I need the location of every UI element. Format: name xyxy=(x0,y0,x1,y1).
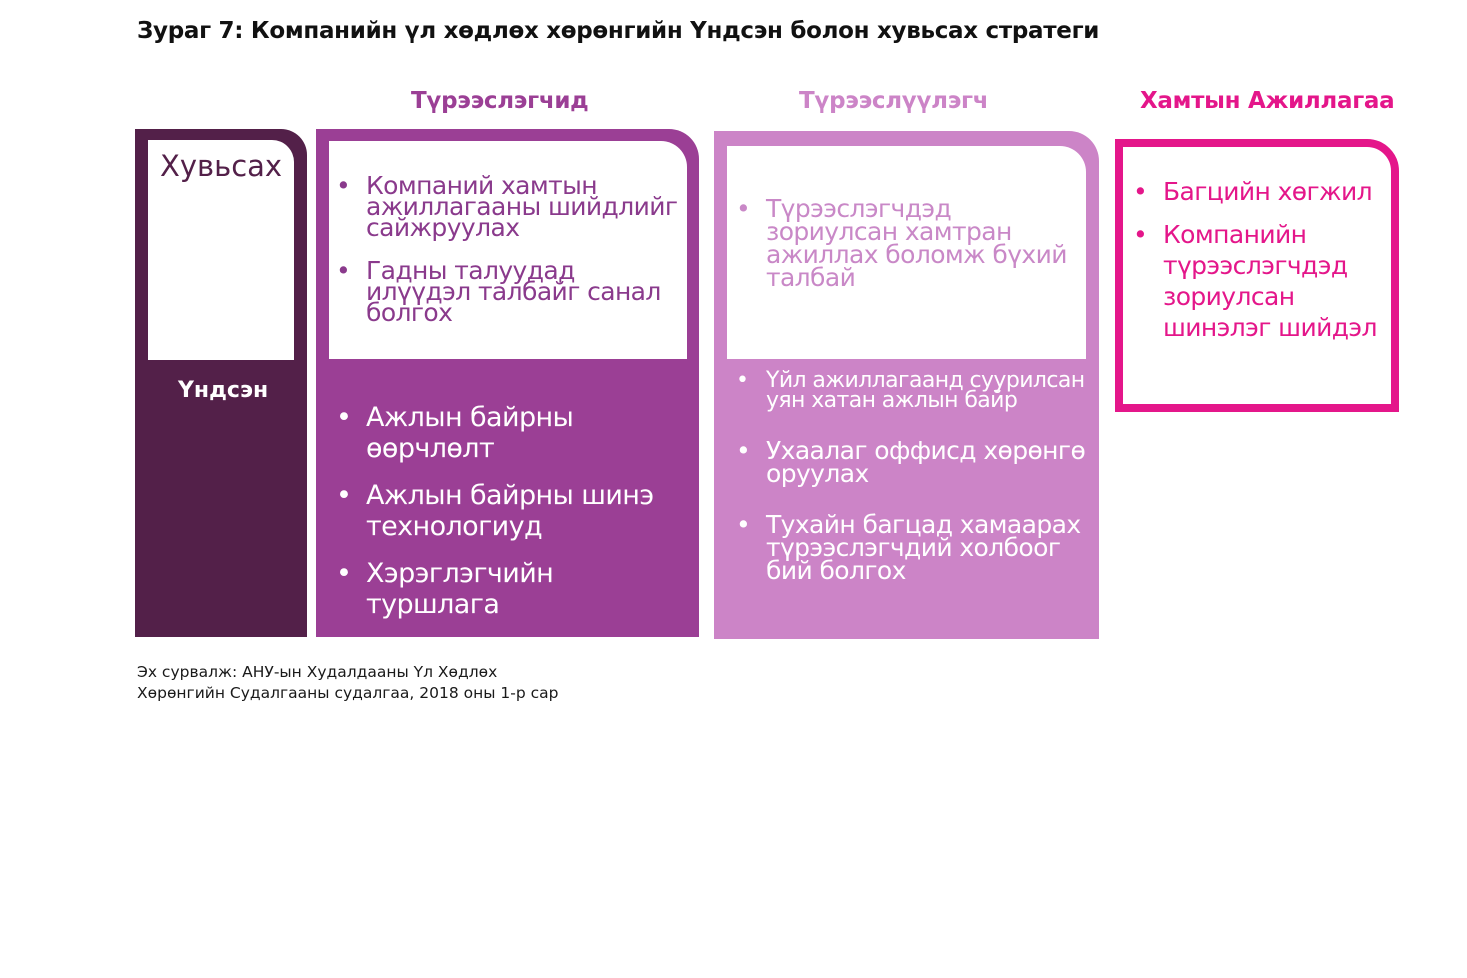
list-item: • Хэрэглэгчийн туршлага xyxy=(336,558,554,620)
bullet-icon: • xyxy=(736,194,751,223)
header-landlord: Түрээслүүлэгч xyxy=(799,88,989,114)
bullet-icon: • xyxy=(336,402,352,433)
landlord-variable-list xyxy=(736,194,1081,292)
list-item: • Ажлын байрны өөрчлөлт xyxy=(336,402,574,464)
list-item: • Үйл ажиллагаанд суурилсан уян хатан ажлын байр xyxy=(736,368,1085,413)
source-note xyxy=(137,662,559,704)
source-line-1: Эх сурвалж: АНУ-ын Худалдааны Үл Хөдлөх xyxy=(137,663,498,681)
source-line-2: Хөрөнгийн Судалгааны судалгаа, 2018 оны 1-р сар xyxy=(137,684,559,702)
header-collaboration: Хамтын Ажиллагаа xyxy=(1140,88,1395,114)
bullet-icon: • xyxy=(336,256,351,285)
list-item: • Ухаалаг оффисд хөрөнгө оруулах xyxy=(736,436,1086,488)
label-variable: Хувьсах xyxy=(160,149,283,183)
label-core: Үндсэн xyxy=(178,378,269,403)
tenants-core-list xyxy=(336,402,686,636)
bullet-icon: • xyxy=(736,436,751,465)
bullet-icon: • xyxy=(336,171,351,200)
list-item: • Түрээслэгчдэд зориулсан хамтран ажиллах боломж бүхий талбай xyxy=(736,194,1067,292)
list-item: • Гадны талуудад илүүдэл талбайг санал болгох xyxy=(336,256,661,327)
list-item: • Багцийн хөгжил xyxy=(1133,177,1372,206)
bullet-icon: • xyxy=(736,368,749,393)
list-item: • Компаний хамтын ажиллагааны шийдлийг сайжруулах xyxy=(336,171,678,242)
bullet-icon: • xyxy=(336,480,352,511)
figure-title: Зураг 7: Компанийн үл хөдлөх хөрөнгийн Үндсэн болон хувьсах стратеги xyxy=(137,18,1100,44)
bullet-icon: • xyxy=(1133,220,1148,249)
bullet-icon: • xyxy=(336,558,352,589)
collaboration-list xyxy=(1133,176,1383,355)
tenants-variable-list xyxy=(336,171,681,345)
bullet-icon: • xyxy=(1133,177,1148,206)
list-item: • Тухайн багцад хамаарах түрээслэгчдий холбоог бий болгох xyxy=(736,510,1081,585)
bullet-icon: • xyxy=(736,510,751,539)
list-item: • Ажлын байрны шинэ технологиуд xyxy=(336,480,654,542)
landlord-core-list xyxy=(736,368,1091,610)
list-item: • Компанийн түрээслэгчдэд зориулсан шинэлэг шийдэл xyxy=(1133,220,1377,342)
header-tenants: Түрээслэгчид xyxy=(411,88,589,114)
